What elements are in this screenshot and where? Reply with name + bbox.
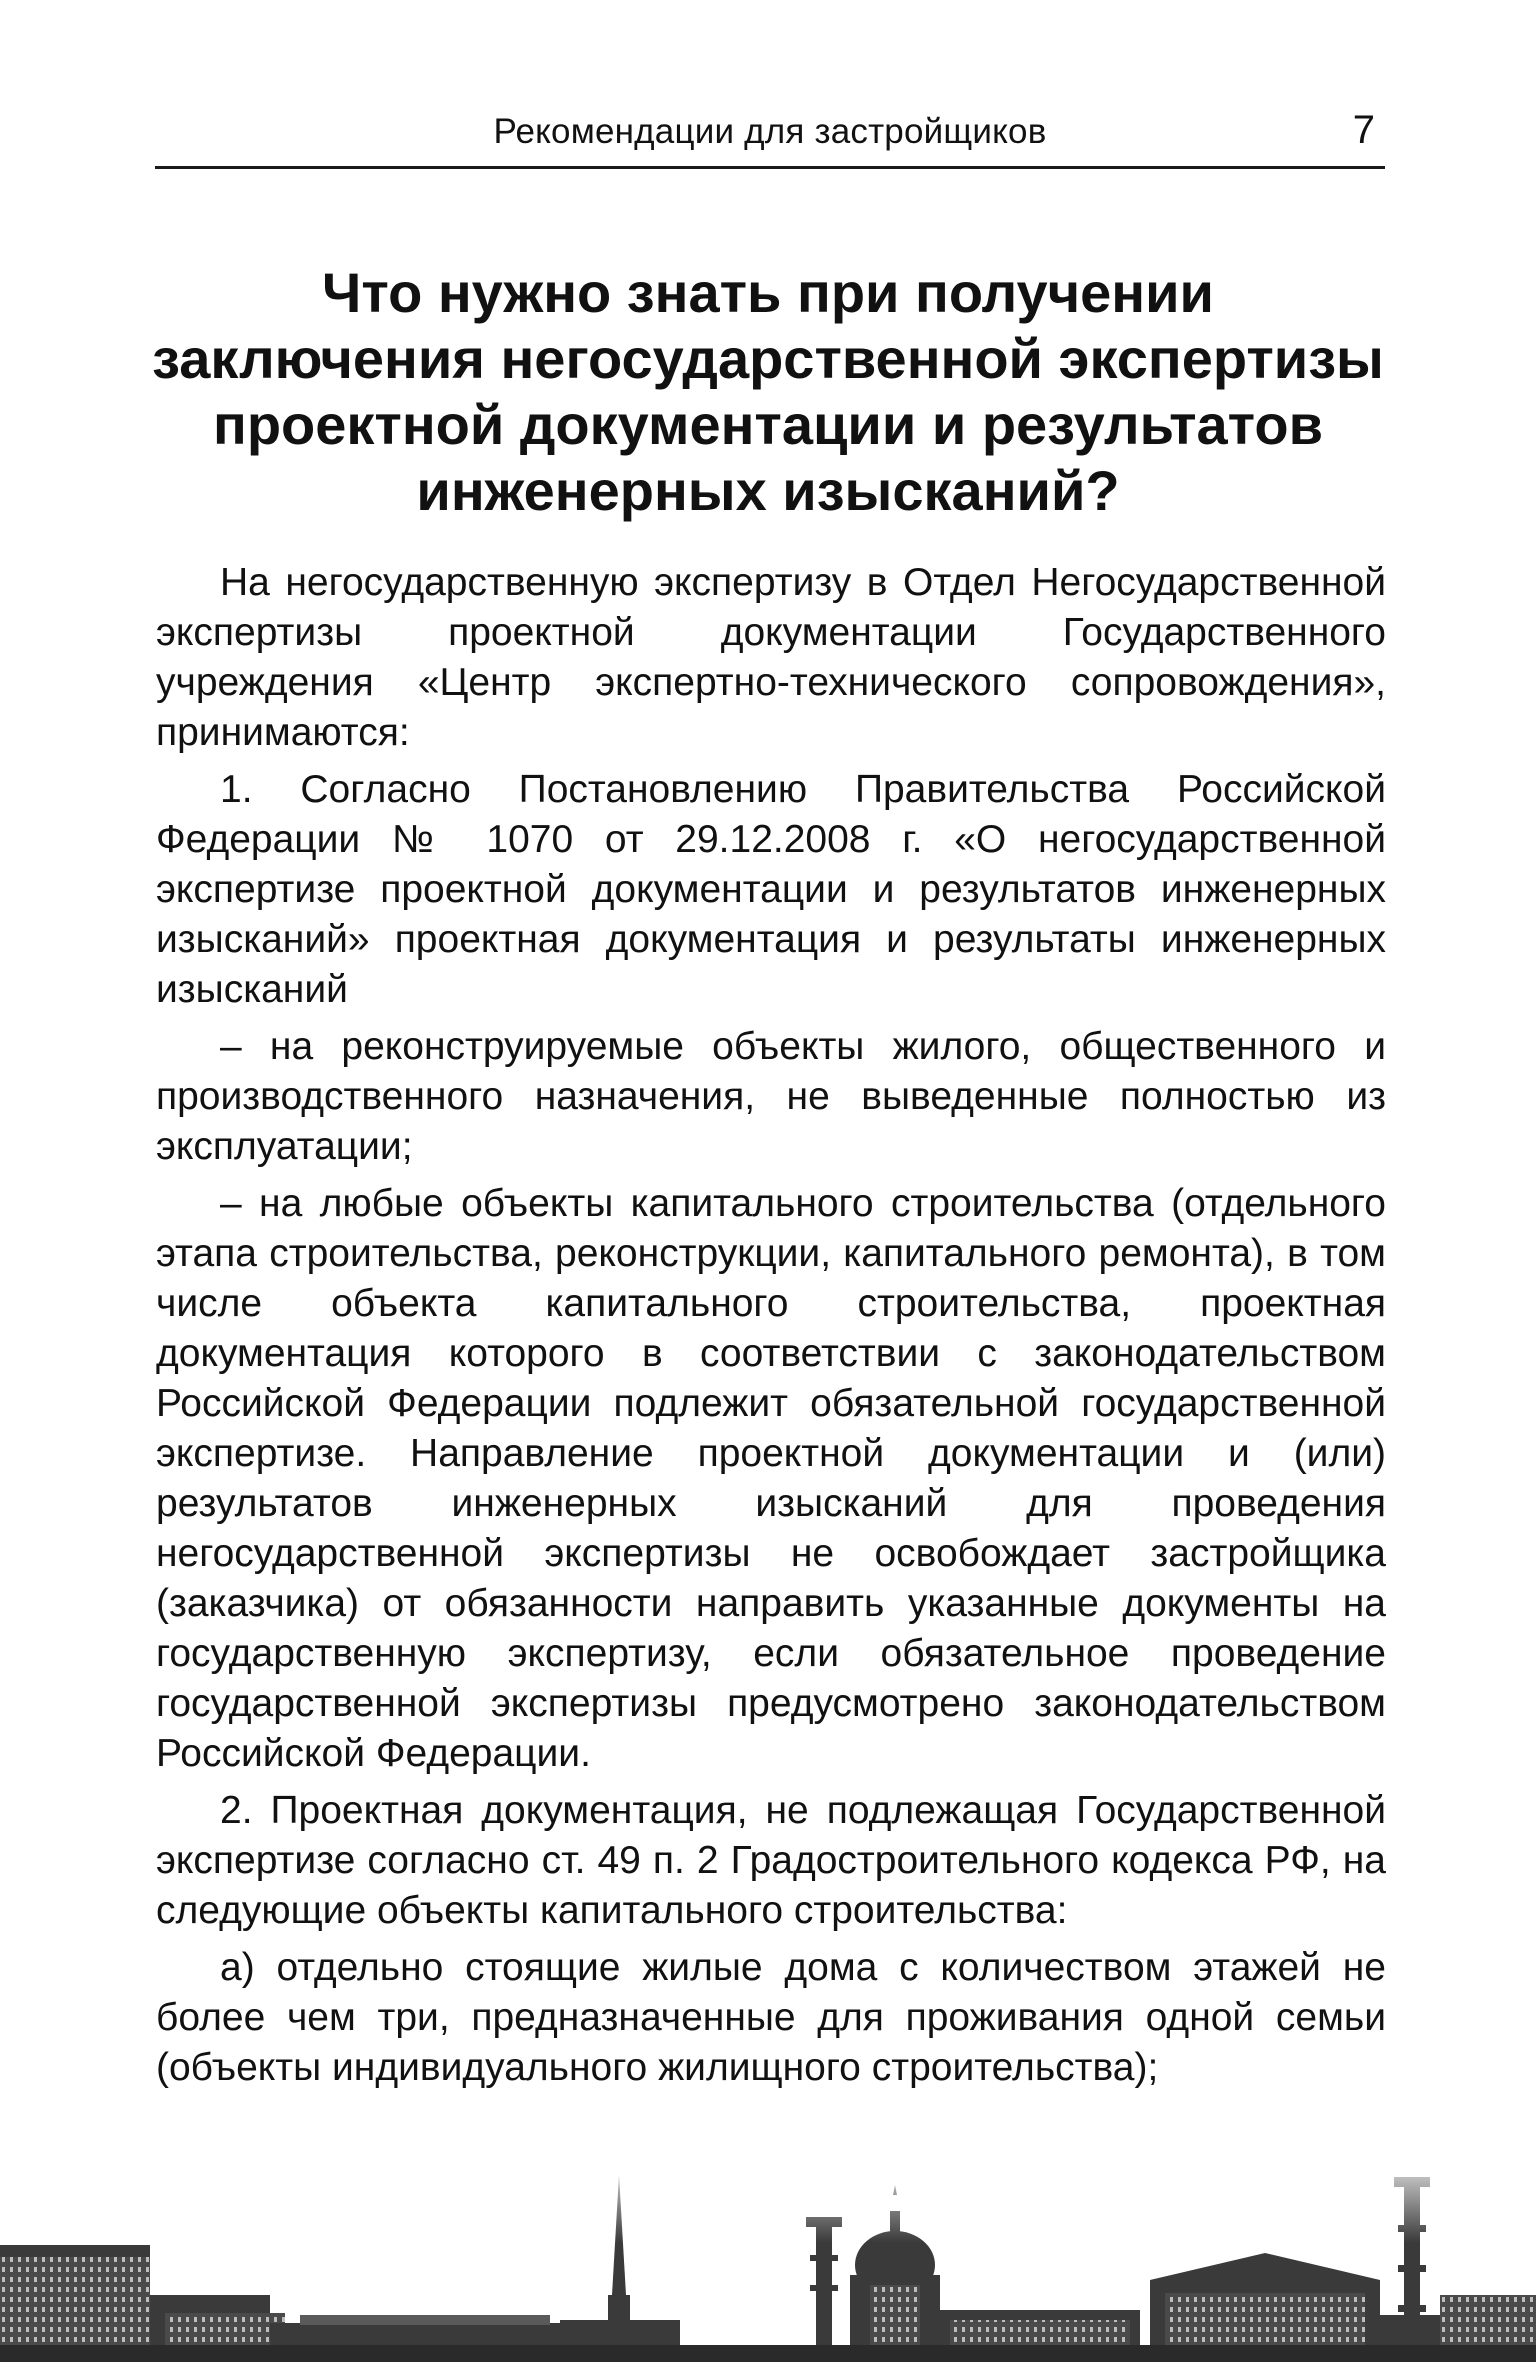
sub-item-capital-objects: – на любые объекты капитального строительства (отдельного этапа строительства, реконструкции, капитального ремонта), в том числе объекта капитального строительства, проектная документация которого в соответствии с законодательством Российской Федерации подлежит обязательной государственной экспертизе. Направление проектной документации и (или) результатов инженерных изысканий для проведения негосударственной экспертизы не освобождает застройщика (заказчика) от обязанности направить указанные документы на государственную экспертизу, если обязательное проведение государственной экспертизы предусмотрено законодательством Российской Федерации.	[156, 1182, 1386, 1775]
list-item-1: 1. Согласно Постановлению Правительства Российской Федерации № 1070 от 29.12.2008 г. «О негосударственной экспертизе проектной документации и результатов инженерных изысканий» проектная документация и результаты инженерных изысканий	[156, 768, 1386, 1011]
sub-item-reconstruction: – на реконструируемые объекты жилого, общественного и производственного назначения, не выведенные полностью из эксплуатации;	[156, 1025, 1386, 1168]
running-title: Рекомендации для застройщиков	[493, 112, 1047, 151]
running-header	[155, 108, 1385, 169]
intro-paragraph: На негосударственную экспертизу в Отдел Негосударственной экспертизы проектной документации Государственного учреждения «Центр экспертно-технического сопровождения», принимаются:	[156, 561, 1386, 754]
page-number: 7	[1352, 108, 1375, 152]
body-text	[156, 558, 1386, 2100]
city-skyline-illustration	[0, 2145, 1536, 2362]
list-item-2a: а) отдельно стоящие жилые дома с количеством этажей не более чем три, предназначенные для проживания одной семьи (объекты индивидуального жилищного строительства);	[156, 1946, 1386, 2089]
section-title: Что нужно знать при получении заключения негосударственной экспертизы проектной документации и результатов инженерных изысканий?	[152, 261, 1384, 522]
list-item-2: 2. Проектная документация, не подлежащая Государственной экспертизе согласно ст. 49 п. 2 Градостроительного кодекса РФ, на следующие объекты капитального строительства:	[156, 1789, 1386, 1932]
